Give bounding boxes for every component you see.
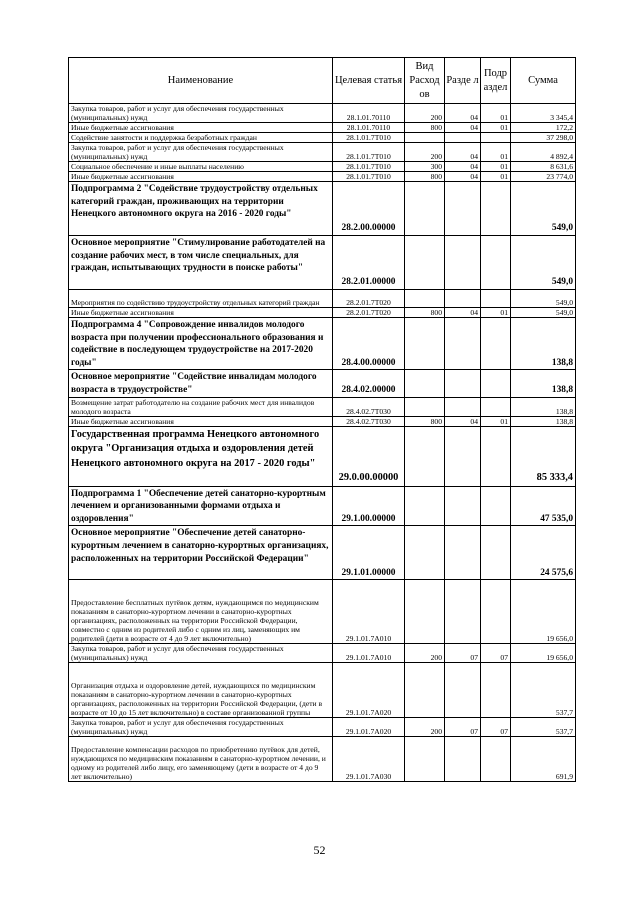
table-row bbox=[69, 172, 576, 182]
cell-amount: 138,8 bbox=[511, 416, 576, 426]
cell-target: 29.1.01.7А010 bbox=[333, 580, 405, 644]
table-row bbox=[69, 318, 576, 370]
cell-type: 200 bbox=[405, 644, 445, 663]
table-row bbox=[69, 580, 576, 644]
table-row bbox=[69, 526, 576, 580]
cell-amount: 549,0 bbox=[511, 308, 576, 318]
cell-section bbox=[445, 663, 481, 718]
cell-name: Социальное обеспечение и иные выплаты населению bbox=[69, 162, 333, 172]
cell-name: Иные бюджетные ассигнования bbox=[69, 308, 333, 318]
cell-target: 28.2.00.00000 bbox=[333, 182, 405, 236]
cell-amount: 138,8 bbox=[511, 397, 576, 416]
header-name: Наименование bbox=[69, 58, 333, 104]
cell-amount: 8 631,6 bbox=[511, 162, 576, 172]
table-row bbox=[69, 426, 576, 486]
cell-type bbox=[405, 133, 445, 143]
table-row bbox=[69, 718, 576, 737]
page-number: 52 bbox=[313, 843, 326, 857]
cell-section: 04 bbox=[445, 123, 481, 133]
cell-section bbox=[445, 526, 481, 580]
cell-subsection bbox=[481, 737, 511, 782]
cell-name: Закупка товаров, работ и услуг для обеспечения государственных (муниципальных) нужд bbox=[69, 104, 333, 123]
cell-subsection: 07 bbox=[481, 644, 511, 663]
cell-name: Содействие занятости и поддержка безработных граждан bbox=[69, 133, 333, 143]
cell-subsection bbox=[481, 397, 511, 416]
cell-amount: 537,7 bbox=[511, 718, 576, 737]
table-row bbox=[69, 236, 576, 290]
cell-name: Закупка товаров, работ и услуг для обеспечения государственных (муниципальных) нужд bbox=[69, 718, 333, 737]
cell-name: Основное мероприятие "Обеспечение детей санаторно-курортным лечением в санаторно-курортных организациях, расположенных на территории Российской Федерации" bbox=[69, 526, 333, 580]
cell-target: 28.4.02.7Т030 bbox=[333, 416, 405, 426]
header-type: Вид Расход ов bbox=[405, 58, 445, 104]
cell-target: 28.2.01.00000 bbox=[333, 236, 405, 290]
table-row bbox=[69, 162, 576, 172]
cell-target: 28.2.01.7Т020 bbox=[333, 290, 405, 308]
cell-type bbox=[405, 397, 445, 416]
table-row bbox=[69, 123, 576, 133]
cell-section bbox=[445, 236, 481, 290]
cell-target: 28.1.01.7Т010 bbox=[333, 162, 405, 172]
cell-subsection: 07 bbox=[481, 718, 511, 737]
cell-target: 29.1.01.7А020 bbox=[333, 663, 405, 718]
cell-name: Иные бюджетные ассигнования bbox=[69, 172, 333, 182]
cell-subsection bbox=[481, 370, 511, 397]
cell-target: 28.1.01.7Т010 bbox=[333, 172, 405, 182]
cell-section: 04 bbox=[445, 143, 481, 162]
cell-type bbox=[405, 737, 445, 782]
cell-name: Иные бюджетные ассигнования bbox=[69, 416, 333, 426]
header-subsection: Подр аздел bbox=[481, 58, 511, 104]
cell-subsection: 01 bbox=[481, 308, 511, 318]
table-row bbox=[69, 644, 576, 663]
cell-section: 07 bbox=[445, 718, 481, 737]
cell-subsection bbox=[481, 318, 511, 370]
cell-type bbox=[405, 370, 445, 397]
table-row bbox=[69, 308, 576, 318]
cell-type bbox=[405, 663, 445, 718]
cell-section bbox=[445, 580, 481, 644]
cell-subsection bbox=[481, 290, 511, 308]
cell-subsection bbox=[481, 486, 511, 526]
cell-name: Основное мероприятие "Содействие инвалидам молодого возраста в трудоустройстве" bbox=[69, 370, 333, 397]
cell-subsection bbox=[481, 236, 511, 290]
cell-target: 28.1.01.70110 bbox=[333, 123, 405, 133]
cell-amount: 19 656,0 bbox=[511, 580, 576, 644]
cell-target: 28.1.01.70110 bbox=[333, 104, 405, 123]
table-row bbox=[69, 104, 576, 123]
cell-amount: 138,8 bbox=[511, 370, 576, 397]
header-row bbox=[69, 58, 576, 104]
cell-target: 28.2.01.7Т020 bbox=[333, 308, 405, 318]
cell-section: 04 bbox=[445, 308, 481, 318]
cell-name: Предоставление компенсации расходов по приобретению путёвок для детей, нуждающихся по медицинским показаниям в санаторно-курортном лечении, и одному из родителей либо лицу, его заменяющему (дети в возрасте от 4 до 9 лет включительно) bbox=[69, 737, 333, 782]
cell-name: Закупка товаров, работ и услуг для обеспечения государственных (муниципальных) нужд bbox=[69, 143, 333, 162]
cell-section bbox=[445, 133, 481, 143]
cell-type: 200 bbox=[405, 718, 445, 737]
cell-section bbox=[445, 737, 481, 782]
cell-name: Возмещение затрат работодателю на создание рабочих мест для инвалидов молодого возраста bbox=[69, 397, 333, 416]
cell-type bbox=[405, 318, 445, 370]
cell-target: 29.1.01.00000 bbox=[333, 526, 405, 580]
cell-subsection bbox=[481, 663, 511, 718]
cell-name: Подпрограмма 4 "Сопровождение инвалидов молодого возраста при получении профессионального образования и содействие в последующем трудоустройстве на 2017-2020 годы" bbox=[69, 318, 333, 370]
cell-section: 04 bbox=[445, 162, 481, 172]
cell-subsection: 01 bbox=[481, 123, 511, 133]
cell-subsection: 01 bbox=[481, 143, 511, 162]
cell-amount: 138,8 bbox=[511, 318, 576, 370]
cell-name: Государственная программа Ненецкого автономного округа "Организация отдыха и оздоровления детей Ненецкого автономного округа на 2017 - 2020 годы" bbox=[69, 426, 333, 486]
cell-subsection bbox=[481, 426, 511, 486]
cell-type: 800 bbox=[405, 416, 445, 426]
cell-type: 800 bbox=[405, 123, 445, 133]
cell-type bbox=[405, 426, 445, 486]
cell-section bbox=[445, 318, 481, 370]
cell-target: 29.1.01.7А010 bbox=[333, 644, 405, 663]
cell-target: 28.4.02.7Т030 bbox=[333, 397, 405, 416]
cell-amount: 549,0 bbox=[511, 182, 576, 236]
cell-type bbox=[405, 236, 445, 290]
cell-section bbox=[445, 290, 481, 308]
cell-target: 29.1.01.7А030 bbox=[333, 737, 405, 782]
cell-subsection: 01 bbox=[481, 172, 511, 182]
cell-target: 29.1.00.00000 bbox=[333, 486, 405, 526]
cell-name: Мероприятия по содействию трудоустройству отдельных категорий граждан bbox=[69, 290, 333, 308]
cell-amount: 691,9 bbox=[511, 737, 576, 782]
cell-amount: 3 345,4 bbox=[511, 104, 576, 123]
table-row bbox=[69, 290, 576, 308]
cell-target: 28.4.00.00000 bbox=[333, 318, 405, 370]
cell-amount: 537,7 bbox=[511, 663, 576, 718]
cell-type bbox=[405, 580, 445, 644]
table-row bbox=[69, 143, 576, 162]
cell-name: Предоставление бесплатных путёвок детям, нуждающимся по медицинским показаниям в санаторно-курортном лечении в санаторно-курортных организациях, расположенных на территории Российской Федерации, совместно с одним из родителей либо с одним из лиц, заменяющих им родителей (дети в возрасте от 4 до 9 лет включительно) bbox=[69, 580, 333, 644]
table-row bbox=[69, 486, 576, 526]
cell-amount: 172,2 bbox=[511, 123, 576, 133]
cell-section bbox=[445, 182, 481, 236]
cell-amount: 23 774,0 bbox=[511, 172, 576, 182]
header-section: Разде л bbox=[445, 58, 481, 104]
table-row bbox=[69, 737, 576, 782]
table-row bbox=[69, 133, 576, 143]
cell-subsection bbox=[481, 580, 511, 644]
budget-table bbox=[68, 57, 576, 782]
cell-amount: 47 535,0 bbox=[511, 486, 576, 526]
cell-type: 800 bbox=[405, 308, 445, 318]
cell-type: 200 bbox=[405, 143, 445, 162]
cell-amount: 24 575,6 bbox=[511, 526, 576, 580]
cell-type bbox=[405, 486, 445, 526]
cell-type: 200 bbox=[405, 104, 445, 123]
cell-target: 29.0.00.00000 bbox=[333, 426, 405, 486]
cell-name: Подпрограмма 2 "Содействие трудоустройству отдельных категорий граждан, проживающих на территории Ненецкого автономного округа на 2016 - 2020 годы" bbox=[69, 182, 333, 236]
cell-type bbox=[405, 290, 445, 308]
cell-amount: 37 298,0 bbox=[511, 133, 576, 143]
cell-name: Закупка товаров, работ и услуг для обеспечения государственных (муниципальных) нужд bbox=[69, 644, 333, 663]
table-row bbox=[69, 663, 576, 718]
cell-name: Основное мероприятие "Стимулирование работодателей на создание рабочих мест, в том числе специальных, для граждан, испытывающих трудности в поиске работы" bbox=[69, 236, 333, 290]
cell-section bbox=[445, 397, 481, 416]
cell-subsection: 01 bbox=[481, 104, 511, 123]
cell-section bbox=[445, 370, 481, 397]
cell-target: 28.1.01.7Т010 bbox=[333, 133, 405, 143]
cell-section bbox=[445, 426, 481, 486]
cell-name: Иные бюджетные ассигнования bbox=[69, 123, 333, 133]
cell-section: 04 bbox=[445, 172, 481, 182]
cell-section: 04 bbox=[445, 416, 481, 426]
cell-amount: 19 656,0 bbox=[511, 644, 576, 663]
cell-type bbox=[405, 526, 445, 580]
cell-subsection: 01 bbox=[481, 416, 511, 426]
cell-name: Организация отдыха и оздоровление детей, нуждающихся по медицинским показаниям в санаторно-курортном лечении в санаторно-курортных организациях, расположенных на территории Российской Федерации, (дети в возрасте от 10 до 15 лет включительно) в составе организованной группы bbox=[69, 663, 333, 718]
header-target: Целевая статья bbox=[333, 58, 405, 104]
cell-subsection bbox=[481, 526, 511, 580]
cell-amount: 4 892,4 bbox=[511, 143, 576, 162]
cell-name: Подпрограмма 1 "Обеспечение детей санаторно-курортным лечением и организованными формами отдыха и оздоровления" bbox=[69, 486, 333, 526]
cell-section: 07 bbox=[445, 644, 481, 663]
table-row bbox=[69, 182, 576, 236]
table-row bbox=[69, 370, 576, 397]
cell-subsection: 01 bbox=[481, 162, 511, 172]
cell-subsection bbox=[481, 133, 511, 143]
header-amount: Сумма bbox=[511, 58, 576, 104]
cell-type: 300 bbox=[405, 162, 445, 172]
cell-target: 28.4.02.00000 bbox=[333, 370, 405, 397]
cell-target: 28.1.01.7Т010 bbox=[333, 143, 405, 162]
cell-type: 800 bbox=[405, 172, 445, 182]
table-row bbox=[69, 397, 576, 416]
cell-target: 29.1.01.7А020 bbox=[333, 718, 405, 737]
cell-subsection bbox=[481, 182, 511, 236]
cell-amount: 549,0 bbox=[511, 290, 576, 308]
cell-amount: 85 333,4 bbox=[511, 426, 576, 486]
cell-amount: 549,0 bbox=[511, 236, 576, 290]
cell-section: 04 bbox=[445, 104, 481, 123]
table-row bbox=[69, 416, 576, 426]
cell-section bbox=[445, 486, 481, 526]
cell-type bbox=[405, 182, 445, 236]
